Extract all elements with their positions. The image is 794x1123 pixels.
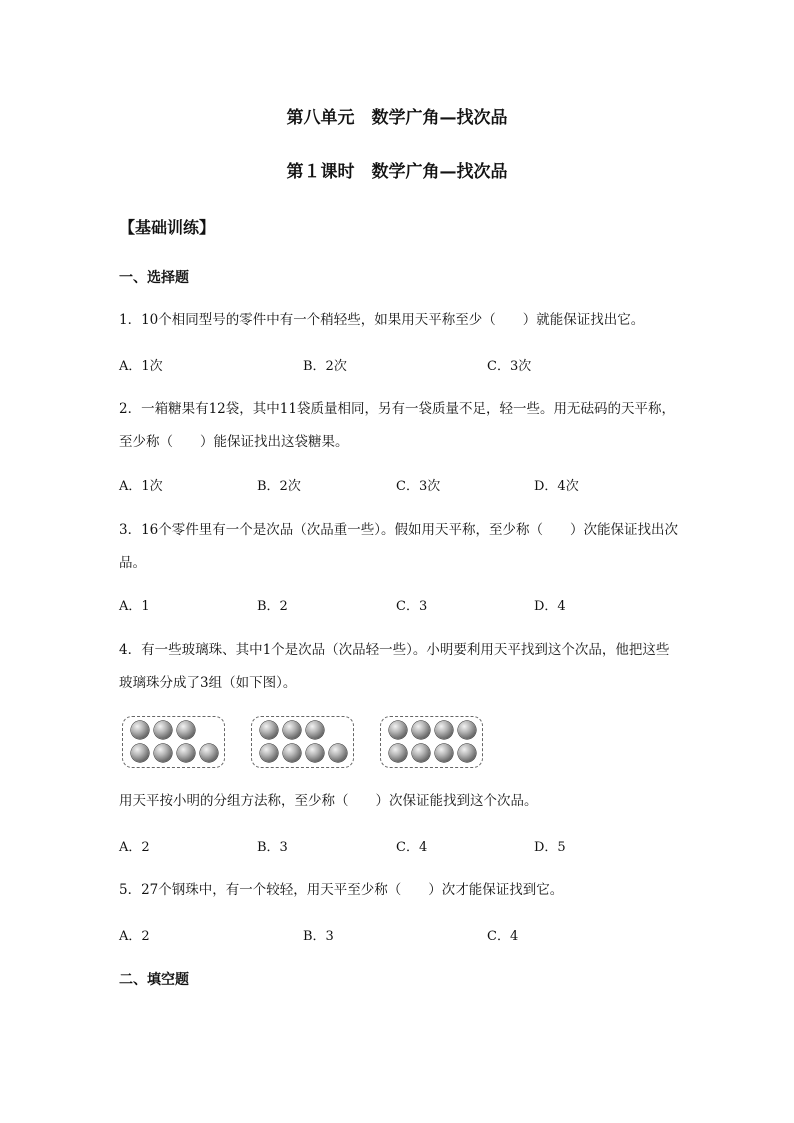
glass-bead xyxy=(306,744,324,762)
section-basic-training: 【基础训练】 xyxy=(119,218,216,237)
q4-option-a[interactable]: A．2 xyxy=(119,840,150,855)
glass-bead xyxy=(458,721,476,739)
bead-group-3 xyxy=(380,716,483,768)
glass-bead xyxy=(131,744,149,762)
glass-bead xyxy=(389,744,407,762)
q3-option-c[interactable]: C．3 xyxy=(396,599,428,614)
glass-bead xyxy=(177,744,195,762)
glass-bead xyxy=(200,744,218,762)
glass-bead xyxy=(283,721,301,739)
glass-bead xyxy=(435,721,453,739)
question-3: 3．16个零件里有一个是次品（次品重一些）。假如用天平称，至少称（ ）次能保证找出次品。 xyxy=(119,522,679,571)
q5-option-b[interactable]: B．3 xyxy=(303,929,334,944)
q2-option-c[interactable]: C．3次 xyxy=(396,479,441,494)
unit-title: 第八单元 数学广角—找次品 xyxy=(286,108,508,128)
question-4: 4．有一些玻璃珠、其中1个是次品（次品轻一些）。小明要利用天平找到这个次品，他把这些玻璃珠分成了3组（如下图）。 xyxy=(119,642,670,691)
part-multiple-choice: 一、选择题 xyxy=(119,270,189,286)
glass-bead xyxy=(329,744,347,762)
q3-option-a[interactable]: A．1 xyxy=(119,599,150,614)
q1-option-b[interactable]: B．2次 xyxy=(303,359,347,374)
q5-option-c[interactable]: C．4 xyxy=(487,929,519,944)
q2-option-d[interactable]: D．4次 xyxy=(534,479,579,494)
question-2: 2．一箱糖果有12袋，其中11袋质量相同，另有一袋质量不足，轻一些。用无砝码的天平称，至少称（ ）能保证找出这袋糖果。 xyxy=(119,401,675,450)
glass-bead xyxy=(260,744,278,762)
glass-bead xyxy=(260,721,278,739)
q4-option-b[interactable]: B．3 xyxy=(257,840,288,855)
q1-option-c[interactable]: C．3次 xyxy=(487,359,532,374)
q4-option-c[interactable]: C．4 xyxy=(396,840,428,855)
q4-option-d[interactable]: D．5 xyxy=(534,840,566,855)
glass-bead xyxy=(435,744,453,762)
glass-bead xyxy=(306,721,324,739)
question-1: 1．10个相同型号的零件中有一个稍轻些，如果用天平称至少（ ）就能保证找出它。 xyxy=(119,312,645,328)
glass-bead xyxy=(154,721,172,739)
lesson-title: 第１课时 数学广角—找次品 xyxy=(286,162,508,182)
bead-group-2 xyxy=(251,716,354,768)
glass-bead xyxy=(412,721,430,739)
glass-bead xyxy=(177,721,195,739)
glass-bead xyxy=(389,721,407,739)
glass-bead xyxy=(154,744,172,762)
glass-bead xyxy=(458,744,476,762)
q2-option-b[interactable]: B．2次 xyxy=(257,479,301,494)
glass-bead xyxy=(412,744,430,762)
bead-group-1 xyxy=(122,716,225,768)
q5-option-a[interactable]: A．2 xyxy=(119,929,150,944)
q3-option-b[interactable]: B．2 xyxy=(257,599,288,614)
glass-bead xyxy=(131,721,149,739)
part-fill-in-blank: 二、填空题 xyxy=(119,972,189,988)
glass-bead xyxy=(283,744,301,762)
question-4-prompt: 用天平按小明的分组方法称，至少称（ ）次保证能找到这个次品。 xyxy=(119,793,538,809)
q2-option-a[interactable]: A．1次 xyxy=(119,479,163,494)
question-5: 5．27个钢珠中，有一个较轻，用天平至少称（ ）次才能保证找到它。 xyxy=(119,882,564,898)
q1-option-a[interactable]: A．1次 xyxy=(119,359,163,374)
q3-option-d[interactable]: D．4 xyxy=(534,599,566,614)
